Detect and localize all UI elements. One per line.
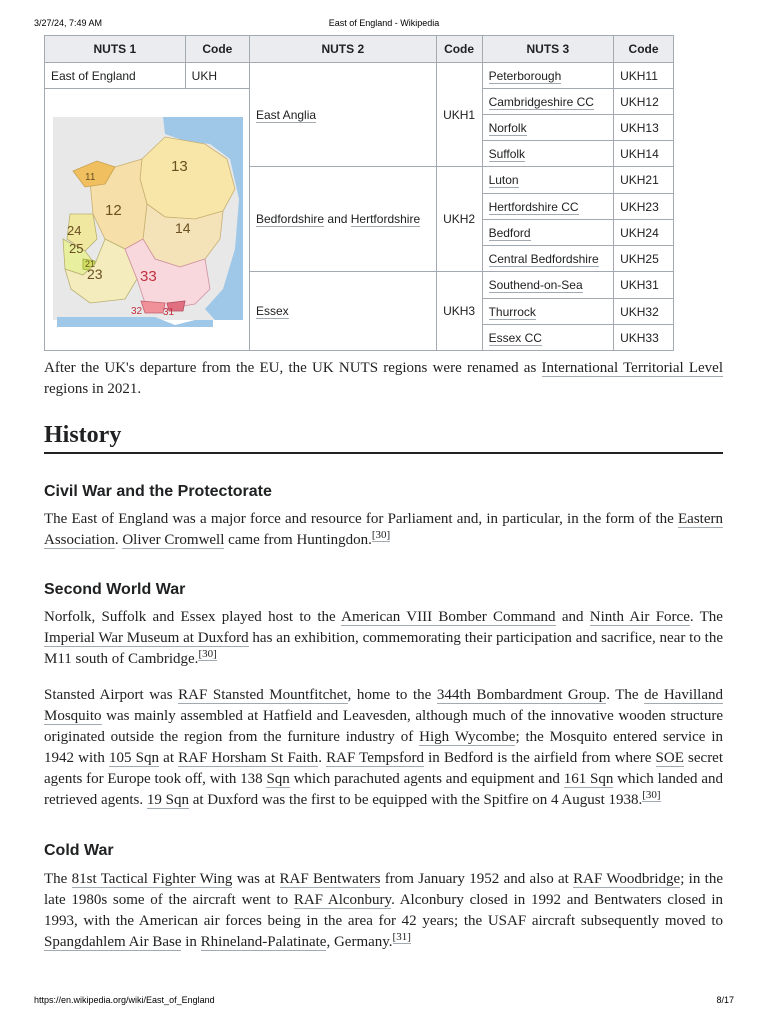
link-raf-tempsford[interactable]: RAF Tempsford: [326, 750, 424, 766]
ww2-paragraph-2: Stansted Airport was RAF Stansted Mountfitchet, home to the 344th Bombardment Group. The de Havilland Mosquito was mainly assembled at Hatfield and Leavesden, although much of the innovative wooden structure originated outside the region from the furniture industry of High Wycombe; the Mosquito entered service in 1942 with 105 Sqn at RAF Horsham St Faith. RAF Tempsford in Bedford is the airfield from where SOE secret agents for Europe took off, with 138 Sqn which parachuted agents and equipment and 161 Sqn which landed and retrieved agents. 19 Sqn at Duxford was the first to be equipped with the Spitfire on 4 August 1938.[30]: [44, 687, 724, 808]
nuts3-link[interactable]: Southend-on-Sea: [488, 278, 583, 292]
nuts3-code: UKH14: [614, 141, 674, 167]
citation-link[interactable]: [30]: [198, 648, 217, 660]
nuts2-link-east-anglia[interactable]: East Anglia: [256, 107, 317, 122]
nuts3-code: UKH33: [614, 325, 674, 351]
col-header-code1: Code: [185, 36, 249, 63]
link-138-sqn[interactable]: Sqn: [266, 771, 290, 787]
nuts3-cell: [482, 325, 614, 351]
col-header-code2: Code: [436, 36, 482, 63]
nuts3-cell: [482, 167, 614, 194]
nuts3-link[interactable]: Thurrock: [488, 304, 536, 319]
map-label: 33: [140, 268, 157, 285]
nuts3-cell: [482, 220, 614, 246]
map-label: 24: [67, 223, 82, 238]
link-rhineland-palatinate[interactable]: Rhineland-Palatinate: [200, 934, 327, 950]
nuts3-code: UKH13: [614, 115, 674, 141]
nuts3-link[interactable]: Hertfordshire CC: [488, 199, 579, 214]
nuts3-cell: [482, 115, 614, 141]
nuts3-link[interactable]: Cambridgeshire CC: [488, 94, 594, 109]
nuts2-cell: [250, 272, 437, 351]
print-datetime: 3/27/24, 7:49 AM: [34, 18, 103, 28]
link-161-sqn[interactable]: 161 Sqn: [563, 771, 614, 787]
citation-link[interactable]: [30]: [371, 529, 391, 541]
table-header-row: [45, 36, 674, 63]
map-label: 21: [85, 259, 96, 269]
link-viii-bomber-command[interactable]: American VIII Bomber Command: [341, 609, 556, 625]
link-19-sqn[interactable]: 19 Sqn: [146, 792, 189, 808]
nuts3-code: UKH21: [614, 167, 674, 194]
nuts3-code: UKH32: [614, 299, 674, 325]
civil-war-paragraph: The East of England was a major force and resource for Parliament and, in particular, in the form of the Eastern Association. Oliver Cromwell came from Huntingdon.[30]: [44, 511, 723, 548]
nuts3-link[interactable]: Peterborough: [488, 68, 562, 83]
link-344th-bg[interactable]: 344th Bombardment Group: [436, 687, 607, 703]
link-raf-bentwaters[interactable]: RAF Bentwaters: [279, 871, 381, 887]
link-raf-woodbridge[interactable]: RAF Woodbridge: [573, 871, 681, 887]
link-high-wycombe[interactable]: High Wycombe: [419, 729, 516, 745]
nuts3-cell: [482, 141, 614, 167]
article-content: [44, 358, 723, 953]
nuts3-cell: [482, 299, 614, 325]
nuts2-cell: [250, 167, 437, 272]
nuts3-code: UKH11: [614, 63, 674, 89]
nuts3-cell: [482, 89, 614, 115]
print-page-number: 8/17: [716, 995, 734, 1005]
link-iwm-duxford[interactable]: Imperial War Museum at Duxford: [44, 630, 249, 646]
nuts2-and-text: and: [327, 212, 348, 226]
map-label: 12: [105, 202, 122, 219]
nuts3-code: UKH31: [614, 272, 674, 299]
nuts1-code: UKH: [185, 63, 249, 89]
nuts2-code: UKH2: [436, 167, 482, 272]
nuts3-link[interactable]: Norfolk: [488, 120, 527, 135]
col-header-nuts3: NUTS 3: [482, 36, 614, 63]
nuts3-code: UKH25: [614, 246, 674, 272]
link-raf-stansted[interactable]: RAF Stansted Mountfitchet: [178, 687, 348, 703]
ww2-paragraph-1: Norfolk, Suffolk and Essex played host to the American VIII Bomber Command and Ninth Air Force. The Imperial War Museum at Duxford has an exhibition, commemorating their participation and sacrifice, near to the M11 south of Cambridge.[30]: [44, 609, 723, 667]
nuts2-link-essex[interactable]: Essex: [256, 304, 289, 318]
map-label: 11: [85, 172, 96, 183]
nuts3-code: UKH23: [614, 194, 674, 220]
nuts3-cell: [482, 246, 614, 272]
table-row: [45, 63, 674, 89]
col-header-nuts1: NUTS 1: [45, 36, 186, 63]
nuts3-link[interactable]: Central Bedfordshire: [488, 251, 599, 266]
nuts-table: [44, 35, 674, 351]
map-label: 14: [175, 220, 191, 236]
cold-war-heading: Cold War: [44, 842, 114, 859]
nuts2-link-hertfordshire[interactable]: Hertfordshire: [350, 212, 421, 226]
history-heading: History: [44, 420, 723, 454]
map-label: 13: [171, 158, 188, 175]
map-label: 23: [87, 266, 103, 282]
nuts2-link-bedfordshire[interactable]: Bedfordshire: [256, 212, 325, 226]
print-footer: [34, 995, 734, 1007]
citation-link[interactable]: [30]: [642, 789, 661, 801]
link-oliver-cromwell[interactable]: Oliver Cromwell: [122, 532, 225, 548]
link-eastern-association[interactable]: Eastern Association: [44, 511, 723, 548]
col-header-nuts2: NUTS 2: [250, 36, 437, 63]
nuts3-code: UKH24: [614, 220, 674, 246]
map-label: 25: [69, 241, 84, 256]
nuts3-code: UKH12: [614, 89, 674, 115]
link-raf-alconbury[interactable]: RAF Alconbury: [293, 892, 392, 908]
nuts3-cell: [482, 272, 614, 299]
nuts3-link[interactable]: Bedford: [488, 225, 531, 240]
link-81st-tfw[interactable]: 81st Tactical Fighter Wing: [71, 871, 233, 887]
link-ninth-air-force[interactable]: Ninth Air Force: [589, 609, 690, 625]
link-spangdahlem[interactable]: Spangdahlem Air Base: [44, 934, 182, 950]
link-mosquito[interactable]: de Havilland Mosquito: [44, 687, 723, 724]
nuts1-name: East of England: [45, 63, 186, 89]
nuts3-link[interactable]: Suffolk: [488, 146, 526, 161]
cold-war-paragraph: The 81st Tactical Fighter Wing was at RAF Bentwaters from January 1952 and also at RAF Woodbridge; in the late 1980s some of the aircraft went to RAF Alconbury. Alconbury closed in 1992 and Bentwaters closed in 1993, with the American air forces being in the area for 42 years; the USAF aircraft subsequently moved to Spangdahlem Air Base in Rhineland-Palatinate, Germany.[31]: [44, 871, 723, 950]
citation-link[interactable]: [31]: [392, 931, 411, 943]
nuts2-cell: [250, 63, 437, 167]
region-map: [45, 89, 250, 351]
itl-paragraph: After the UK's departure from the EU, the UK NUTS regions were renamed as International Territorial Level regions in 2021.: [44, 360, 724, 397]
link-itl[interactable]: International Territorial Level: [541, 360, 724, 376]
col-header-code3: Code: [614, 36, 674, 63]
nuts3-link[interactable]: Luton: [488, 173, 519, 187]
print-page-title: East of England - Wikipedia: [328, 18, 440, 28]
link-105-sqn[interactable]: 105 Sqn: [109, 750, 160, 766]
map-label: 31: [163, 307, 175, 318]
link-raf-horsham[interactable]: RAF Horsham St Faith: [178, 750, 319, 766]
nuts2-code: UKH1: [436, 63, 482, 167]
print-url: https://en.wikipedia.org/wiki/East_of_England: [34, 995, 215, 1005]
nuts2-code: UKH3: [436, 272, 482, 351]
civil-war-heading: Civil War and the Protectorate: [44, 483, 272, 500]
link-soe[interactable]: SOE: [655, 750, 684, 766]
nuts3-cell: [482, 63, 614, 89]
nuts-region-map: [45, 89, 249, 347]
region-thurrock: [141, 301, 165, 313]
ww2-heading: Second World War: [44, 581, 186, 598]
nuts3-cell: [482, 194, 614, 220]
map-label: 32: [131, 306, 143, 317]
print-header: [34, 18, 734, 30]
nuts3-link[interactable]: Essex CC: [488, 330, 542, 345]
